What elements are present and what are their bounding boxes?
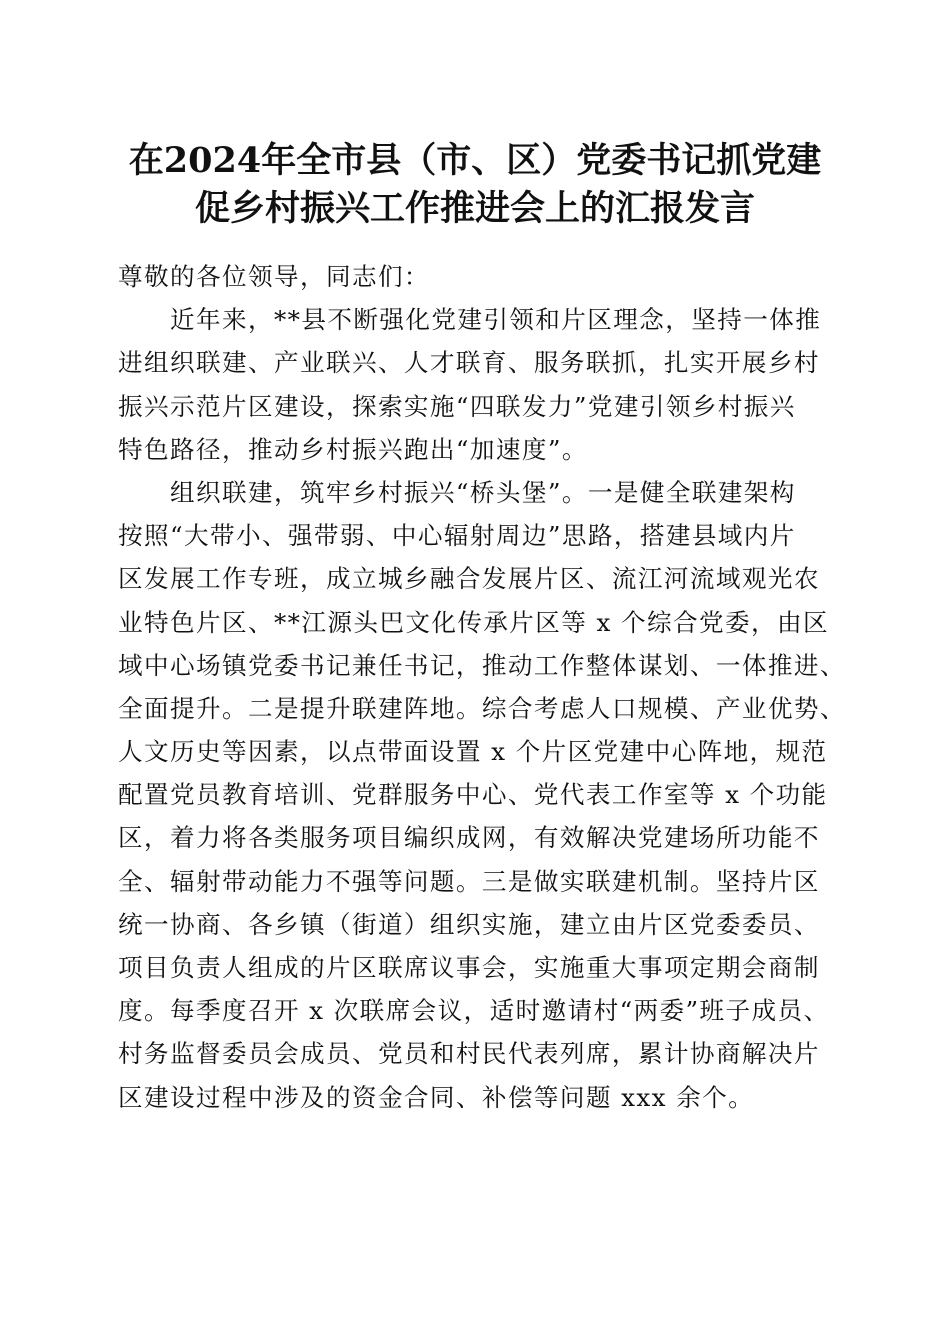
salutation: 尊敬的各位领导，同志们： bbox=[118, 262, 430, 291]
paragraph-2-line: 全面提升。二是提升联建阵地。综合考虑人口规模、产业优势、 bbox=[118, 693, 846, 723]
paragraph-2-line: 统一协商、各乡镇（街道）组织实施，建立由片区党委委员、 bbox=[118, 909, 820, 939]
document-body bbox=[118, 255, 846, 1119]
paragraph-2-line: 组织联建，筑牢乡村振兴“桥头堡”。一是健全联建架构 bbox=[118, 477, 796, 507]
paragraph-2-line: 区建设过程中涉及的资金合同、补偿等问题 xxx 余个。 bbox=[118, 1082, 755, 1112]
paragraph-1 bbox=[118, 298, 846, 471]
paragraph-1-line: 特色路径，推动乡村振兴跑出“加速度”。 bbox=[118, 434, 588, 464]
paragraph-2-line: 域中心场镇党委书记兼任书记，推动工作整体谋划、一体推进、 bbox=[118, 650, 846, 680]
paragraph-2-line: 业特色片区、**江源头巴文化传承片区等 x 个综合党委，由区 bbox=[118, 607, 829, 637]
paragraph-2-line: 村务监督委员会成员、党员和村民代表列席，累计协商解决片 bbox=[118, 1039, 820, 1069]
paragraph-2-line: 按照“大带小、强带弱、中心辐射周边”思路，搭建县域内片 bbox=[118, 521, 796, 551]
paragraph-2-line: 度。每季度召开 x 次联席会议，适时邀请村“两委”班子成员、 bbox=[118, 996, 830, 1026]
paragraph-1-line: 近年来，**县不断强化党建引领和片区理念，坚持一体推 bbox=[118, 305, 822, 335]
paragraph-2-line: 全、辐射带动能力不强等问题。三是做实联建机制。坚持片区 bbox=[118, 866, 820, 896]
title-line-2: 促乡村振兴工作推进会上的汇报发言 bbox=[194, 188, 755, 229]
paragraph-2-line: 人文历史等因素，以点带面设置 x 个片区党建中心阵地，规范 bbox=[118, 737, 828, 767]
paragraph-2-line: 配置党员教育培训、党群服务中心、党代表工作室等 x 个功能 bbox=[118, 780, 828, 810]
paragraph-1-line: 进组织联建、产业联兴、人才联育、服务联抓，扎实开展乡村 bbox=[118, 348, 820, 378]
title-line-1: 在2024年全市县（市、区）党委书记抓党建 bbox=[128, 140, 822, 181]
paragraph-2 bbox=[118, 471, 846, 1119]
paragraph-2-line: 项目负责人组成的片区联席议事会，实施重大事项定期会商制 bbox=[118, 953, 820, 982]
document-title bbox=[70, 137, 880, 233]
paragraph-2-line: 区发展工作专班，成立城乡融合发展片区、流江河流域观光农 bbox=[118, 564, 820, 594]
paragraph-2-line: 区，着力将各类服务项目编织成网，有效解决党建场所功能不 bbox=[118, 823, 820, 853]
paragraph-1-line: 振兴示范片区建设，探索实施“四联发力”党建引领乡村振兴 bbox=[118, 391, 796, 421]
